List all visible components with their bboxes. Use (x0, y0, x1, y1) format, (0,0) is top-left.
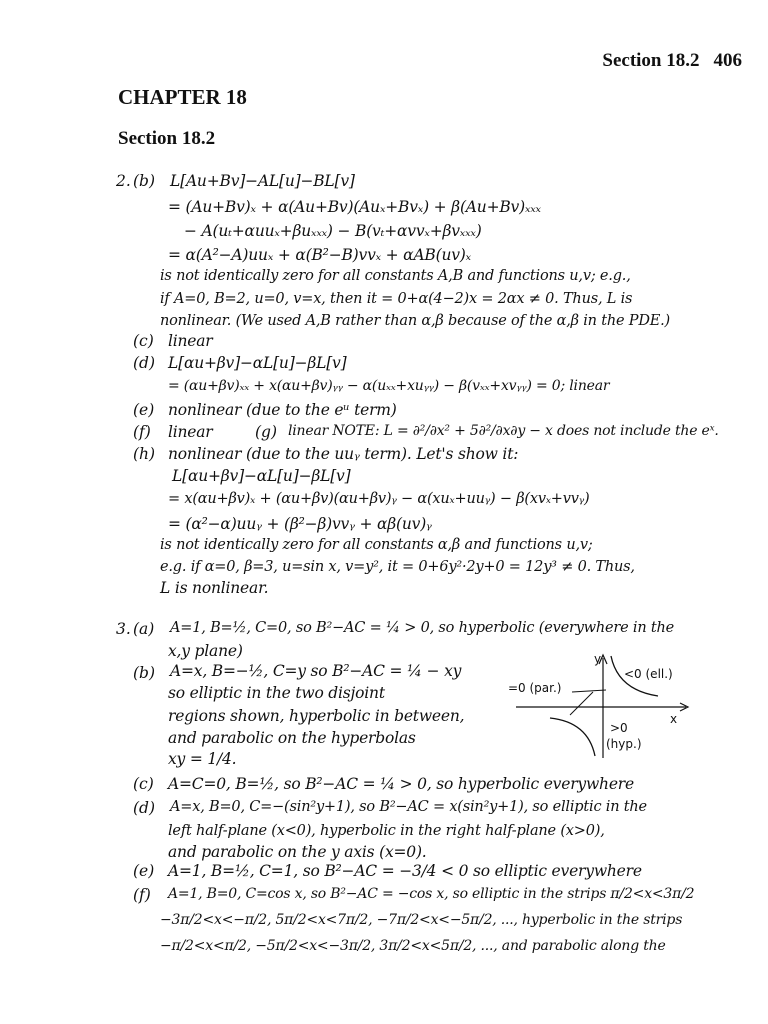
problem-3f-line-2: −3π/2<x<−π/2, 5π/2<x<7π/2, −7π/2<x<−5π/2, ..., hyperbolic in the strips (160, 912, 683, 928)
problem-2b-line-5: is not identically zero for all constants A,B and functions u,v; e.g., (160, 268, 631, 284)
problem-3b-line-4: and parabolic on the hyperbolas (168, 729, 416, 747)
problem-2g-text: linear NOTE: L = ∂²/∂x² + 5∂²/∂x∂y − x does not include the eˣ. (288, 423, 719, 439)
problem-3f-line-3: −π/2<x<π/2, −5π/2<x<−3π/2, 3π/2<x<5π/2, ..., and parabolic along the (160, 938, 666, 954)
problem-2b-line-1: L[Au+Bv]−AL[u]−BL[v] (170, 172, 355, 190)
hyperbola-lower-branch (550, 718, 595, 756)
problem-3f-label: (f) (133, 886, 151, 904)
problem-3c-label: (c) (133, 775, 154, 793)
problem-3b-label: (b) (133, 664, 156, 682)
problem-2h-line-2: L[αu+βv]−αL[u]−βL[v] (172, 467, 351, 485)
hyperbola-region-figure (508, 652, 698, 762)
header-section: Section 18.2 (602, 50, 700, 71)
problem-2-label: 2. (116, 172, 131, 190)
problem-2b-line-6: if A=0, B=2, u=0, v=x, then it = 0+α(4−2)x = 2αx ≠ 0. Thus, L is (160, 291, 633, 307)
problem-2b-label: (b) (133, 172, 156, 190)
problem-3d-label: (d) (133, 799, 156, 817)
problem-2h-line-1: nonlinear (due to the uuᵧ term). Let's show it: (168, 445, 519, 463)
problem-2h-line-7: L is nonlinear. (160, 579, 269, 597)
problem-2h-line-4: = (α²−α)uuᵧ + (β²−β)vvᵧ + αβ(uv)ᵧ (168, 515, 432, 533)
problem-3b-line-5: xy = 1/4. (168, 750, 237, 768)
problem-2h-line-6: e.g. if α=0, β=3, u=sin x, v=y², it = 0+6y²·2y+0 = 12y³ ≠ 0. Thus, (160, 559, 635, 575)
problem-3a-line-2: x,y plane) (168, 642, 243, 660)
chapter-title: CHAPTER 18 (118, 85, 247, 109)
problem-3a-line-1: A=1, B=½, C=0, so B²−AC = ¼ > 0, so hyperbolic (everywhere in the (170, 620, 675, 636)
problem-2d-line-1: L[αu+βv]−αL[u]−βL[v] (168, 354, 347, 372)
problem-2e-label: (e) (133, 401, 155, 419)
header-page-number: 406 (713, 50, 742, 71)
problem-2h-label: (h) (133, 445, 156, 463)
curve-label-pointer-lower (570, 692, 593, 715)
problem-2d-line-2: = (αu+βv)ₓₓ + x(αu+βv)ᵧᵧ − α(uₓₓ+xuᵧᵧ) − β(vₓₓ+xvᵧᵧ) = 0; linear (168, 378, 610, 394)
problem-2c-label: (c) (133, 332, 154, 350)
curve-label-pointer (572, 690, 606, 692)
problem-2e-text: nonlinear (due to the eᵘ term) (168, 401, 397, 419)
problem-2f-label: (f) (133, 423, 151, 441)
problem-3d-line-2: left half-plane (x<0), hyperbolic in the right half-plane (x>0), (168, 823, 605, 839)
x-axis-label: x (670, 712, 678, 726)
hyperbolic-region-label-bottom: (hyp.) (606, 737, 642, 751)
problem-2h-line-5: is not identically zero for all constants α,β and functions u,v; (160, 537, 593, 553)
problem-3a-label: (a) (133, 620, 155, 638)
section-title: Section 18.2 (118, 128, 216, 149)
problem-3d-line-1: A=x, B=0, C=−(sin²y+1), so B²−AC = x(sin²y+1), so elliptic in the (170, 799, 647, 815)
hyperbolic-region-label-top: >0 (610, 721, 628, 735)
problem-2d-label: (d) (133, 354, 156, 372)
problem-3e-text: A=1, B=½, C=1, so B²−AC = −3/4 < 0 so elliptic everywhere (168, 862, 642, 880)
problem-2b-line-4: = α(A²−A)uuₓ + α(B²−B)vvₓ + αAB(uv)ₓ (168, 246, 471, 264)
problem-3b-line-2: so elliptic in the two disjoint (168, 684, 385, 702)
page-header (588, 50, 742, 72)
problem-3b-line-1: A=x, B=−½, C=y so B²−AC = ¼ − xy (170, 662, 462, 680)
problem-3-label: 3. (116, 620, 131, 638)
problem-2f-text: linear (168, 423, 213, 441)
problem-3d-line-3: and parabolic on the y axis (x=0). (168, 843, 427, 861)
problem-2b-line-7: nonlinear. (We used A,B rather than α,β because of the α,β in the PDE.) (160, 313, 671, 329)
problem-2h-line-3: = x(αu+βv)ₓ + (αu+βv)(αu+βv)ᵧ − α(xuₓ+uuᵧ) − β(xvₓ+vvᵧ) (168, 491, 590, 507)
problem-3f-line-1: A=1, B=0, C=cos x, so B²−AC = −cos x, so elliptic in the strips π/2<x<3π/2 (168, 886, 695, 902)
parabolic-curve-label: =0 (par.) (508, 681, 562, 695)
problem-2c-text: linear (168, 332, 213, 350)
problem-2g-label: (g) (255, 423, 278, 441)
problem-2b-line-3: − A(uₜ+αuuₓ+βuₓₓₓ) − B(vₜ+αvvₓ+βvₓₓₓ) (184, 222, 482, 240)
problem-3c-text: A=C=0, B=½, so B²−AC = ¼ > 0, so hyperbolic everywhere (168, 775, 634, 793)
elliptic-region-label: <0 (ell.) (624, 667, 673, 681)
problem-3b-line-3: regions shown, hyperbolic in between, (168, 707, 465, 725)
problem-2b-line-2: = (Au+Bv)ₓ + α(Au+Bv)(Auₓ+Bvₓ) + β(Au+Bv)ₓₓₓ (168, 198, 541, 216)
problem-3e-label: (e) (133, 862, 155, 880)
y-axis-label: y (594, 652, 602, 666)
